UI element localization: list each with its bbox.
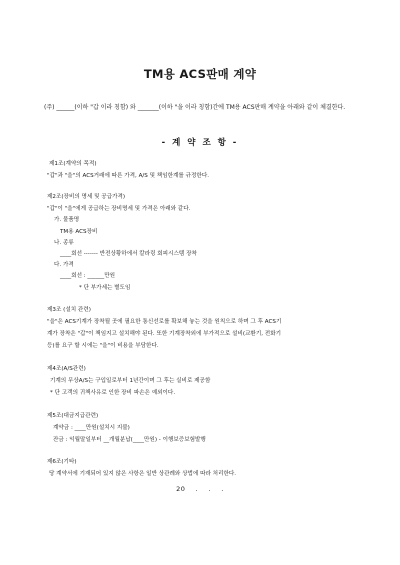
article-3-heading: 제3조 (설치 관련): [47, 307, 91, 313]
article-2-vat-note: * 단 부가세는 별도임: [79, 285, 131, 291]
intro-paragraph: (주) ______(이하 "갑 이라 칭함) 와 _______(이하 "을 이라 칭함)간에 TM용 ACS판매 계약을 아래와 같이 체결한다.: [44, 104, 346, 111]
article-2-body: "갑"이 "을"에게 공급하는 장비명세 및 가격은 아래와 같다.: [47, 206, 191, 212]
article-2-item-a-value: TM용 ACS장비: [60, 229, 98, 235]
article-4-heading: 제4조(A/S관련): [47, 366, 86, 372]
article-4-body: 기계의 무상A/S는 구입일로부터 1년간이며 그 후는 실비로 제공함: [50, 378, 211, 384]
article-4-note: * 단 고객의 귀책사유로 인한 장비 파손은 예외이다.: [50, 390, 176, 396]
article-5-balance: 잔금 : 익월말일부터 __개월분납(____만원) - 이행보증보험발행: [53, 437, 206, 443]
article-5-heading: 제5조(대금지급관련): [47, 413, 99, 419]
article-2-item-c-value: ____회선 : ______만원: [60, 273, 116, 279]
article-2-item-b: 나. 종류: [54, 240, 74, 246]
article-2-item-c: 다. 가격: [54, 262, 74, 268]
article-1-heading: 제1조(계약의 목적): [49, 161, 97, 167]
article-6-heading: 제6조(기타): [47, 459, 77, 465]
article-3-body-line-2: 계가 장착은 "갑"이 책임지고 설치해야 된다. 또한 기계장착외에 부가적으로 설비(교환기, 전화기: [47, 331, 282, 337]
section-title: - 계 약 조 항 -: [161, 138, 239, 148]
article-2-item-a: 가. 물품명: [54, 217, 80, 223]
article-6-body: 당 계약서에 기재되어 있지 않은 사항은 일반 상관례와 상법에 따라 처리한다.: [49, 471, 237, 477]
article-2-item-b-value: ____회선 ------- 반전상황하에서 칼라링 회피시스템 장착: [60, 251, 197, 257]
article-5-deposit: 계약금 : ____만원(설치시 지불): [53, 425, 130, 431]
article-2-heading: 제2조(장비의 명세 및 공급가격): [47, 194, 126, 200]
document-title: TM용 ACS판매 계약: [143, 67, 257, 81]
date-line: 20 . . .: [176, 485, 224, 493]
article-3-body-line-1: "을"은 ACS기계가 장착될 곳에 필요한 통신선로를 확보해 놓는 것을 원칙으로 하며 그 후 ACS기: [47, 319, 282, 325]
article-3-body-line-3: 등)를 요구 할 시에는 "을"이 비용을 부담한다.: [47, 343, 159, 349]
article-1-body: "갑"과 "을"의 ACS거래에 따른 가격, A/S 및 책임한계를 규정한다.: [47, 173, 209, 179]
